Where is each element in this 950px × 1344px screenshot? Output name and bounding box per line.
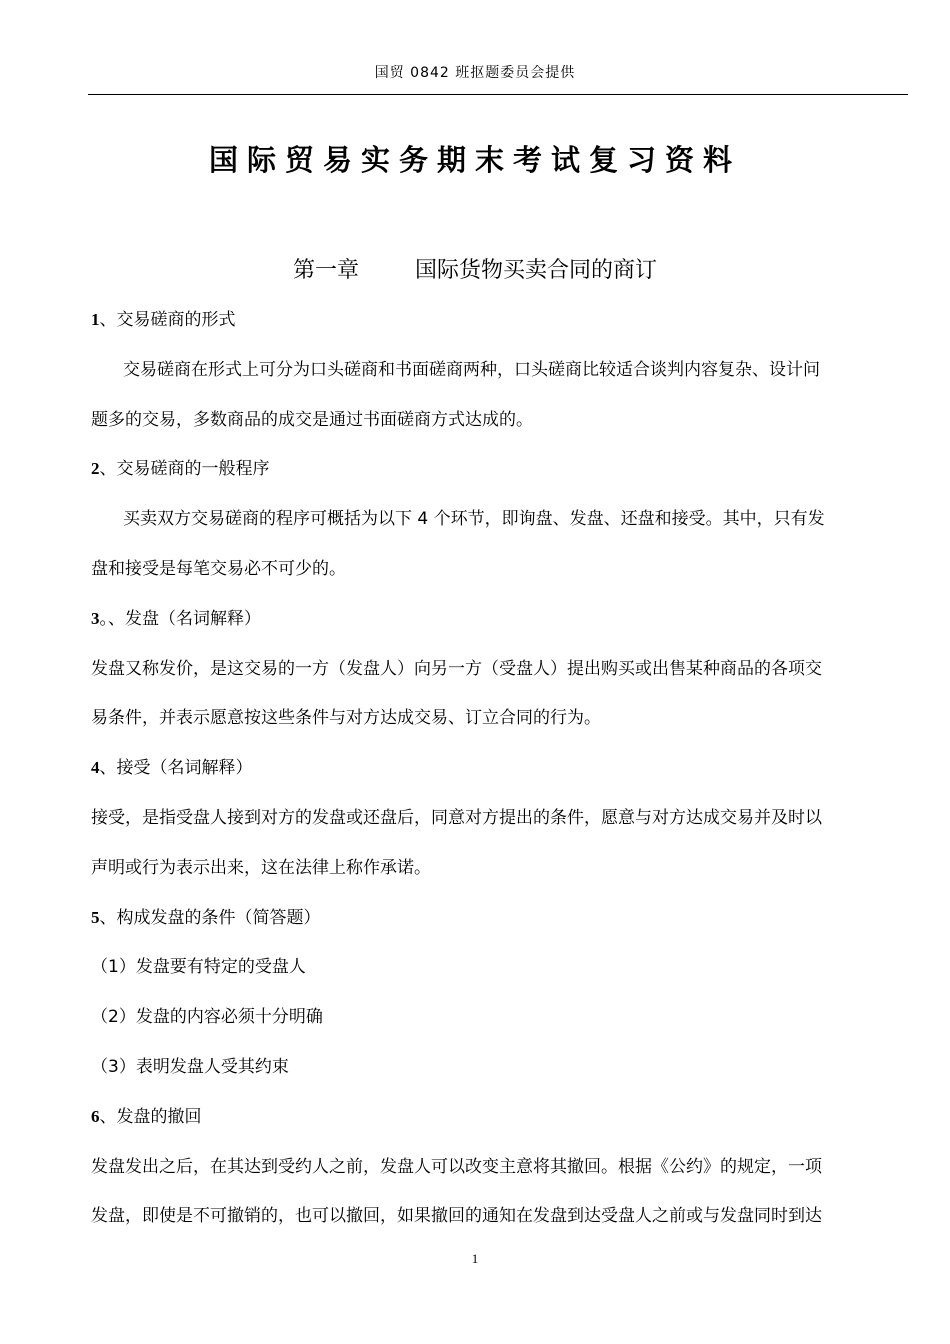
- paragraph-line: 接受，是指受盘人接到对方的发盘或还盘后，同意对方提出的条件，愿意与对方达成交易并及时以: [91, 807, 822, 828]
- section-title: 、构成发盘的条件（简答题）: [99, 907, 321, 928]
- chapter-name: 国际货物买卖合同的商订: [415, 258, 658, 283]
- paragraph-line: 发盘，即使是不可撤销的，也可以撤回，如果撤回的通知在发盘到达受盘人之前或与发盘同时到达: [91, 1206, 822, 1227]
- section-number: 5: [91, 907, 100, 927]
- paragraph-line: 题多的交易，多数商品的成交是通过书面磋商方式达成的。: [91, 409, 533, 430]
- page-header: 国贸 0842 班抠题委员会提供: [374, 65, 576, 81]
- section-number: 1: [91, 310, 100, 329]
- paragraph-line: 发盘发出之后，在其达到受约人之前，发盘人可以改变主意将其撤回。根据《公约》的规定，一项: [91, 1156, 822, 1177]
- section-number: 3: [91, 608, 100, 628]
- paragraph-line: 盘和接受是每笔交易必不可少的。: [91, 558, 346, 579]
- section-title: 、交易磋商的一般程序: [99, 459, 270, 480]
- section-title: 、发盘的撤回: [99, 1106, 202, 1127]
- paragraph-line: 声明或行为表示出来，这在法律上称作承诺。: [91, 857, 431, 878]
- section-number: 6: [91, 1106, 100, 1126]
- header-rule: [88, 94, 908, 95]
- paragraph-line: 发盘又称发价，是这交易的一方（发盘人）向另一方（受盘人）提出购买或出售某种商品的各项交: [91, 658, 822, 679]
- section-number: 4: [91, 758, 100, 778]
- paragraph-line: 买卖双方交易磋商的程序可概括为以下 4 个环节，即询盘、发盘、还盘和接受。其中，只有发: [123, 509, 825, 530]
- page-number: 1: [471, 1251, 479, 1266]
- list-item: （2）发盘的内容必须十分明确: [91, 1007, 323, 1028]
- section-heading: [91, 1099, 911, 1149]
- chapter-heading: [0, 253, 950, 284]
- list-item: （3）表明发盘人受其约束: [91, 1056, 289, 1077]
- paragraph-line: 易条件，并表示愿意按这些条件与对方达成交易、订立合同的行为。: [91, 708, 601, 729]
- section-title: 、接受（名词解释）: [99, 758, 253, 779]
- section-title: 。、发盘（名词解释）: [99, 608, 261, 629]
- paragraph-line: 交易磋商在形式上可分为口头磋商和书面磋商两种，口头磋商比较适合谈判内容复杂、设计问: [123, 359, 820, 380]
- section-heading: [91, 750, 911, 800]
- section-number: 2: [91, 459, 100, 479]
- list-item: （1）发盘要有特定的受盘人: [91, 957, 306, 978]
- document-title: 国际贸易实务期末考试复习资料: [208, 143, 741, 177]
- section-heading: [91, 302, 911, 352]
- chapter-number: 第一章: [292, 258, 359, 283]
- section-heading: [91, 900, 911, 950]
- section-heading: [91, 601, 911, 651]
- section-title: 、交易磋商的形式: [99, 310, 236, 330]
- section-heading: [91, 451, 911, 501]
- body-text: [91, 302, 911, 1248]
